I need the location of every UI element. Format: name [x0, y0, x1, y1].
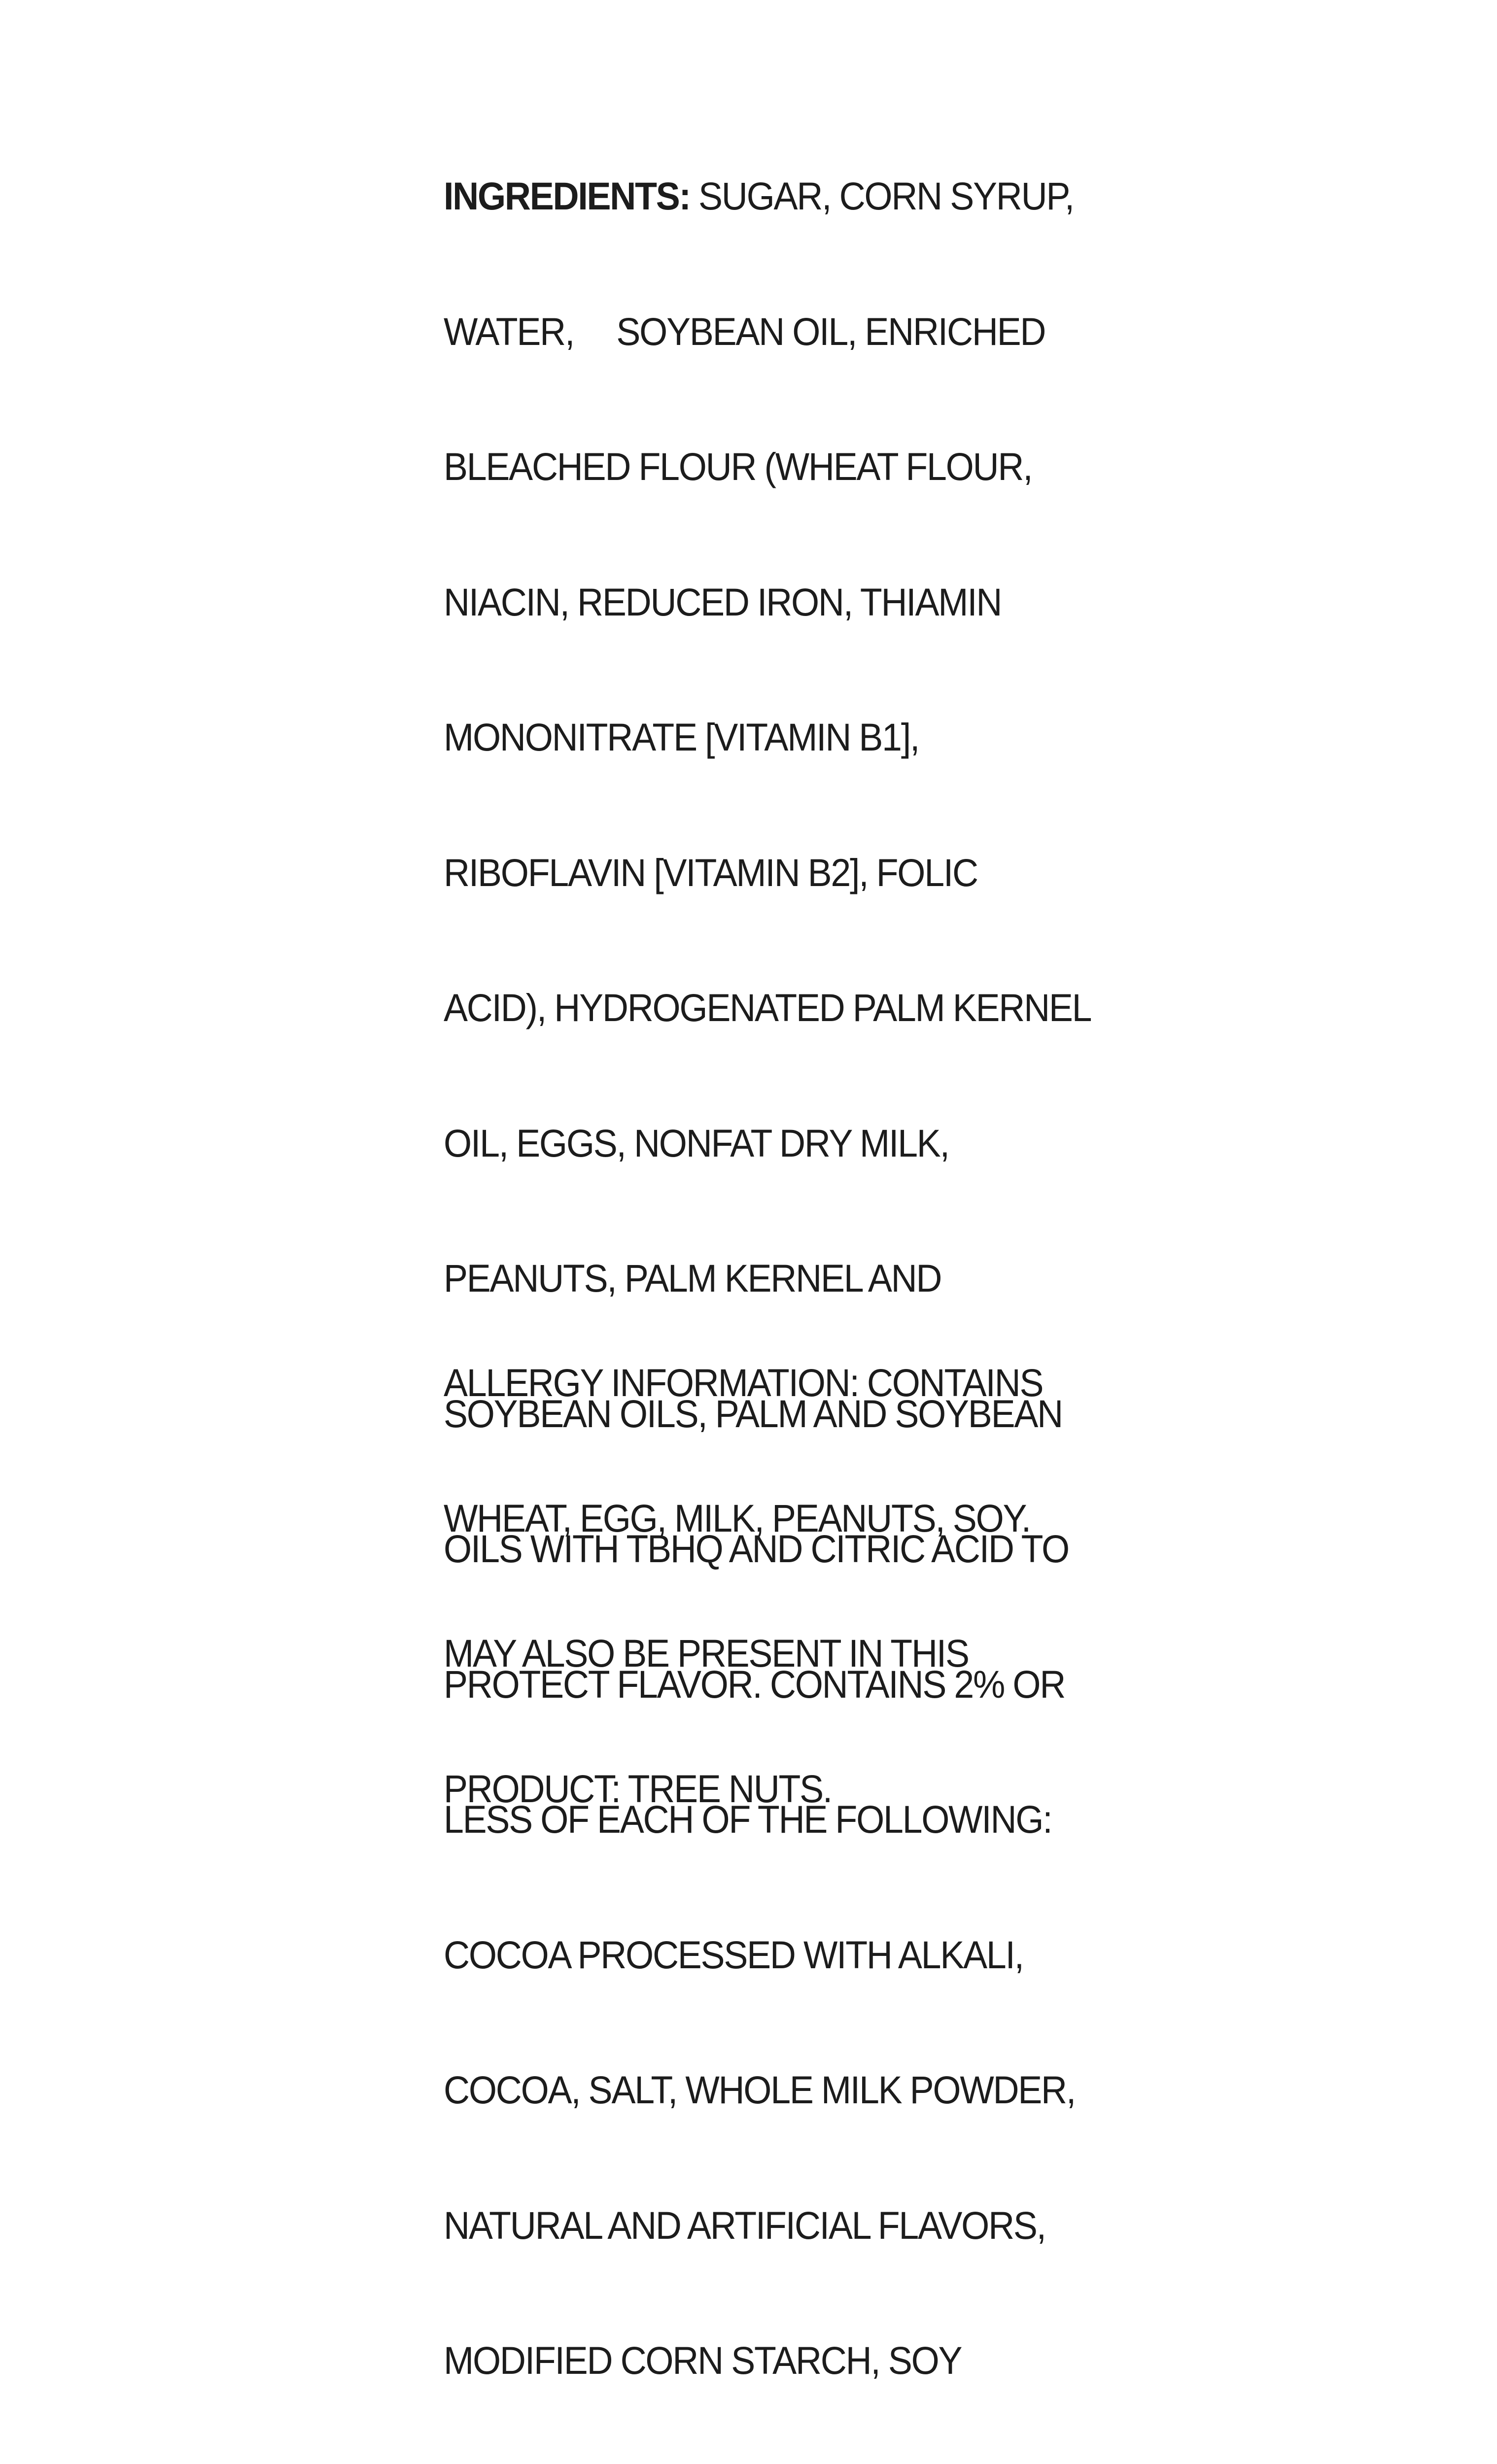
ingredients-heading: INGREDIENTS:: [444, 174, 690, 218]
ingredients-line: ACID), HYDROGENATED PALM KERNEL: [444, 986, 1091, 1029]
ingredients-line: COCOA, SALT, WHOLE MILK POWDER,: [444, 2068, 1076, 2112]
ingredients-line: NIACIN, REDUCED IRON, THIAMIN: [444, 580, 1002, 624]
ingredients-line: RIBOFLAVIN [VITAMIN B2], FOLIC: [444, 850, 977, 894]
ingredients-line: MONONITRATE [VITAMIN B1],: [444, 715, 919, 759]
ingredients-line: PEANUTS, PALM KERNEL AND: [444, 1256, 941, 1300]
ingredients-line-1: [444, 173, 1091, 219]
ingredients-line: OILS WITH TBHQ AND CITRIC ACID TO: [444, 1527, 1069, 1571]
allergy-line: PRODUCT: TREE NUTS.: [444, 1766, 832, 1811]
ingredients-line: COCOA PROCESSED WITH ALKALI,: [444, 1932, 1023, 1977]
ingredients-line-1-text: SUGAR, CORN SYRUP,: [690, 174, 1074, 218]
ingredients-line: SOYBEAN OILS, PALM AND SOYBEAN: [444, 1391, 1062, 1436]
ingredients-line: OIL, EGGS, NONFAT DRY MILK,: [444, 1121, 949, 1165]
allergy-line: WHEAT, EGG, MILK, PEANUTS, SOY.: [444, 1496, 1030, 1540]
ingredients-line: PROTECT FLAVOR. CONTAINS 2% OR: [444, 1662, 1065, 1706]
ingredients-line: LESS OF EACH OF THE FOLLOWING:: [444, 1797, 1052, 1841]
ingredients-line: BLEACHED FLOUR (WHEAT FLOUR,: [444, 445, 1032, 488]
allergy-information-section: [444, 1270, 1043, 1901]
ingredients-line: NATURAL AND ARTIFICIAL FLAVORS,: [444, 2203, 1045, 2247]
ingredients-line: MODIFIED CORN STARCH, SOY: [444, 2338, 962, 2382]
ingredients-line: WATER, SOYBEAN OIL, ENRICHED: [444, 309, 1045, 353]
allergy-line: ALLERGY INFORMATION: CONTAINS: [444, 1361, 1043, 1404]
allergy-line: MAY ALSO BE PRESENT IN THIS: [444, 1631, 969, 1675]
